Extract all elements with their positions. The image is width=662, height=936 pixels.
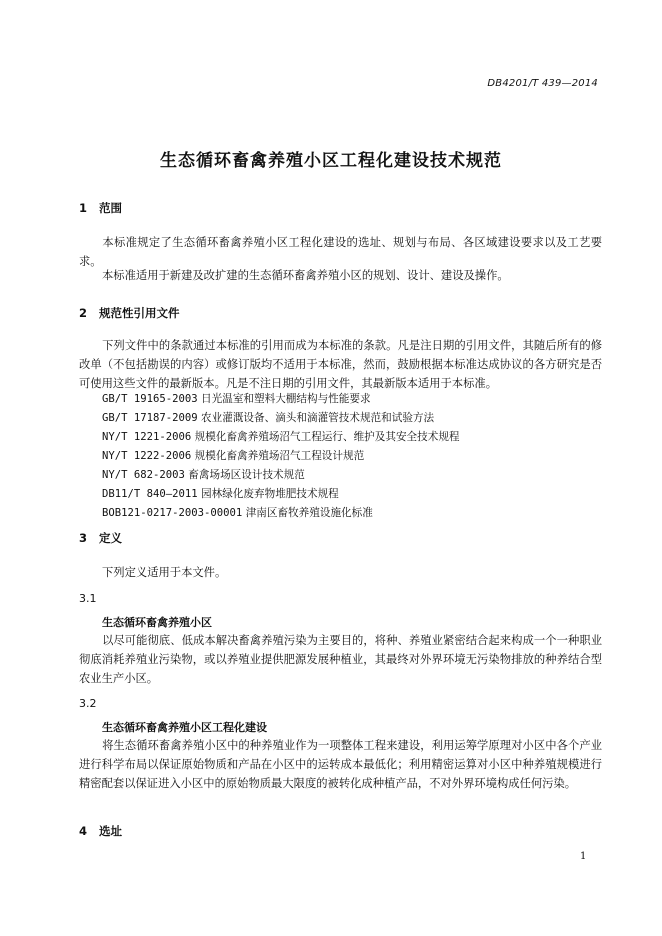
document-id: DB4201/T 439—2014 — [487, 78, 598, 89]
reference-item: NY/T 682-2003 畜禽场场区设计技术规范 — [102, 469, 305, 481]
section-title: 定义 — [99, 531, 122, 545]
section-2-heading — [79, 305, 180, 321]
page-number: 1 — [580, 851, 587, 862]
definition-term: 生态循环畜禽养殖小区 — [102, 616, 212, 629]
reference-item: DB11/T 840—2011 园林绿化废弃物堆肥技术规程 — [102, 488, 339, 500]
reference-item: GB/T 17187-2009 农业灌溉设备、滴头和滴灌管技术规范和试验方法 — [102, 412, 435, 424]
section-number: 4 — [79, 824, 88, 838]
definition-number: 3.1 — [79, 592, 97, 605]
section-3-heading — [79, 530, 122, 546]
section-4-heading — [79, 823, 122, 839]
definition-term: 生态循环畜禽养殖小区工程化建设 — [102, 721, 267, 734]
section-number: 2 — [79, 306, 88, 320]
definition-number: 3.2 — [79, 697, 97, 710]
scope-paragraph-2: 本标准适用于新建及改扩建的生态循环畜禽养殖小区的规划、设计、建设及操作。 — [102, 269, 509, 282]
definition-text: 将生态循环畜禽养殖小区中的种养殖业作为一项整体工程来建设，利用运筹学原理对小区中各个产业进行科学布局以保证原始物质和产品在小区中的运转成本最低化；利用精密运算对小区中种养殖规模进行精密配套以保证进入小区中的原始物质最大限度的被转化成种植产品，不对外界环境构成任何污染。 — [79, 739, 602, 790]
section-title: 选址 — [99, 824, 122, 838]
section-number: 3 — [79, 531, 88, 545]
reference-item: NY/T 1222-2006 规模化畜禽养殖场沼气工程设计规范 — [102, 450, 365, 462]
reference-item: GB/T 19165-2003 日光温室和塑料大棚结构与性能要求 — [102, 393, 371, 405]
page-title: 生态循环畜禽养殖小区工程化建设技术规范 — [160, 151, 502, 171]
reference-item: NY/T 1221-2006 规模化畜禽养殖场沼气工程运行、维护及其安全技术规程 — [102, 431, 460, 443]
section-title: 规范性引用文件 — [99, 306, 180, 320]
section-1-heading — [79, 200, 122, 216]
reference-item: BOB121-0217-2003-00001 津南区畜牧养殖设施化标准 — [102, 507, 373, 519]
section-number: 1 — [79, 201, 88, 215]
definitions-intro: 下列定义适用于本文件。 — [102, 566, 227, 579]
scope-paragraph-1: 本标准规定了生态循环畜禽养殖小区工程化建设的选址、规划与布局、各区域建设要求以及工艺要求。 — [79, 236, 602, 268]
normative-intro: 下列文件中的条款通过本标准的引用而成为本标准的条款。凡是注日期的引用文件，其随后所有的修改单（不包括勘误的内容）或修订版均不适用于本标准，然而，鼓励根据本标准达成协议的各方研究是否可使用这些文件的最新版本。凡是不注日期的引用文件，其最新版本适用于本标准。 — [79, 339, 602, 390]
definition-text: 以尽可能彻底、低成本解决畜禽养殖污染为主要目的，将种、养殖业紧密结合起来构成一个一种职业彻底消耗养殖业污染物，或以养殖业提供肥源发展种植业，其最终对外界环境无污染物排放的种养结合型农业生产小区。 — [79, 634, 602, 685]
section-title: 范围 — [99, 201, 122, 215]
